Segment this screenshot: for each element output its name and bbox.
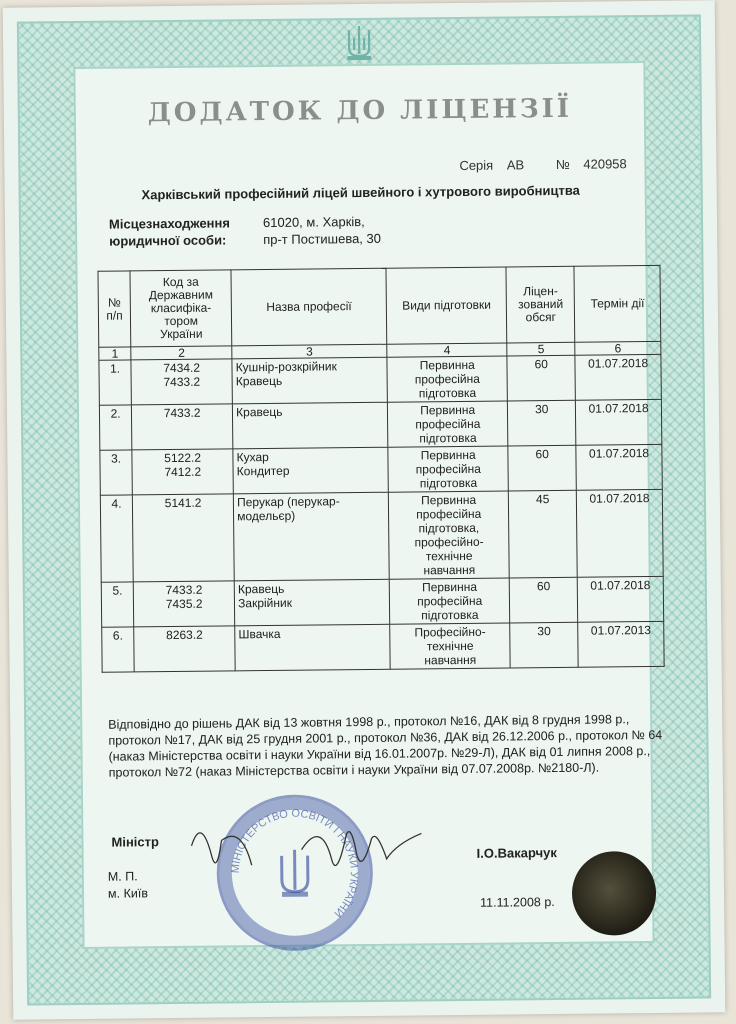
cell-types: Первинна професійна підготовка, професійно- технічне навчання (388, 491, 509, 579)
minister-label: Міністр (111, 834, 159, 850)
stamp-text: МІНІСТЕРСТВО ОСВІТИ І НАУКИ УКРАЇНИ (229, 807, 360, 920)
table-row (99, 354, 661, 405)
header-code: Код за Державним класифіка- тором України (130, 270, 232, 347)
col-num-3: 3 (232, 344, 387, 359)
cell-types: Первинна професійна підготовка (388, 401, 509, 447)
trident-emblem-icon (344, 24, 374, 62)
series-number (459, 156, 636, 173)
signer-name: І.О.Вакарчук (476, 845, 557, 861)
cell-term: 01.07.2018 (575, 354, 661, 400)
decision-text: Відповідно до рішень ДАК від 13 жовтня 1998 р., протокол №16, ДАК від 8 грудня 1998 р., протокол №17, ДАК від 25 грудня 2001 р., протокол №36, ДАК від 26.12.2006 р., протокол № 64 (наказ Міністерства освіти і науки України від 16.01.2007р. №29-Л), ДАК від 01 липня 2008 р., протокол №72 (наказ Міністерства освіти і науки України від 07.07.2008р. №2180-Л). (108, 712, 663, 780)
cell-names: Кравець (233, 402, 388, 449)
series-label: Серія (459, 157, 494, 173)
col-num-5: 5 (507, 342, 575, 356)
cell-types: Первинна професійна підготовка (389, 578, 510, 624)
col-num-4: 4 (387, 343, 507, 357)
header-term: Термін дії (574, 265, 661, 342)
location-value (263, 213, 381, 248)
location-value-line2: пр-т Постишева, 30 (263, 230, 382, 248)
number-label: № (555, 156, 570, 172)
cell-codes: 8263.2 (134, 626, 235, 672)
issue-date: 11.11.2008 р. (480, 895, 555, 910)
series-value: АВ (506, 157, 525, 173)
cell-volume: 60 (508, 445, 576, 491)
col-num-1: 1 (99, 347, 131, 360)
wax-seal (572, 851, 657, 936)
institution-name: Харківський професійний ліцей швейного і хутрового виробництва (141, 182, 580, 203)
location-label-line1: Місцезнаходження (108, 215, 231, 232)
table-row (101, 576, 663, 627)
table-row (99, 399, 661, 450)
header-volume: Ліцен- зований обсяг (506, 266, 575, 343)
cell-names: Швачка (235, 624, 390, 671)
cell-codes: 7433.2 (132, 404, 233, 450)
cell-term: 01.07.2018 (576, 444, 662, 490)
cell-codes: 5141.2 (133, 494, 235, 582)
location-label (109, 214, 230, 249)
table-header-row (98, 265, 661, 347)
header-num: № п/п (98, 271, 131, 347)
cell-term: 01.07.2018 (577, 489, 664, 577)
cell-codes: 5122.2 7412.2 (132, 449, 233, 495)
table-row (100, 489, 663, 582)
cell-names: Перукар (перукар- модельєр) (233, 492, 389, 581)
cell-codes: 7433.2 7435.2 (133, 581, 234, 627)
stamp-place (108, 868, 148, 902)
cell-types: Професійно- технічне навчання (390, 623, 511, 669)
table-row (100, 444, 662, 495)
license-appendix-page (3, 0, 726, 1019)
cell-volume: 30 (510, 622, 578, 668)
cell-volume: 60 (510, 577, 578, 623)
header-type: Види підготовки (386, 267, 507, 344)
col-num-6: 6 (575, 341, 661, 355)
cell-names: Кравець Закрійник (234, 579, 389, 626)
cell-names: Кухар Кондитер (233, 447, 388, 494)
cell-volume: 30 (508, 400, 576, 446)
license-table (97, 265, 664, 673)
header-name: Назва професії (231, 268, 387, 346)
cell-num: 5. (101, 582, 134, 627)
table-row (102, 621, 664, 672)
cell-volume: 45 (509, 490, 578, 578)
city-label: м. Київ (107, 886, 148, 901)
mp-label: М. П. (107, 869, 138, 884)
cell-names: Кушнір-розкрійник Кравець (232, 357, 387, 404)
cell-codes: 7434.2 7433.2 (131, 359, 232, 405)
signature (181, 803, 442, 896)
cell-types: Первинна професійна підготовка (388, 446, 509, 492)
col-num-2: 2 (131, 346, 232, 360)
cell-num: 6. (102, 627, 135, 672)
cell-num: 4. (100, 495, 133, 582)
cell-term: 01.07.2018 (576, 399, 662, 445)
document-title: ДОДАТОК ДО ЛІЦЕНЗІЇ (147, 93, 573, 129)
location-value-line1: 61020, м. Харків, (262, 213, 365, 231)
cell-num: 1. (99, 360, 132, 405)
number-value: 420958 (583, 156, 627, 172)
cell-types: Первинна професійна підготовка (387, 356, 508, 402)
cell-volume: 60 (507, 355, 575, 401)
cell-num: 3. (100, 450, 133, 495)
cell-num: 2. (99, 405, 132, 450)
location-label-line2: юридичної особи: (109, 232, 227, 249)
cell-term: 01.07.2018 (577, 576, 663, 622)
cell-term: 01.07.2013 (578, 621, 664, 667)
